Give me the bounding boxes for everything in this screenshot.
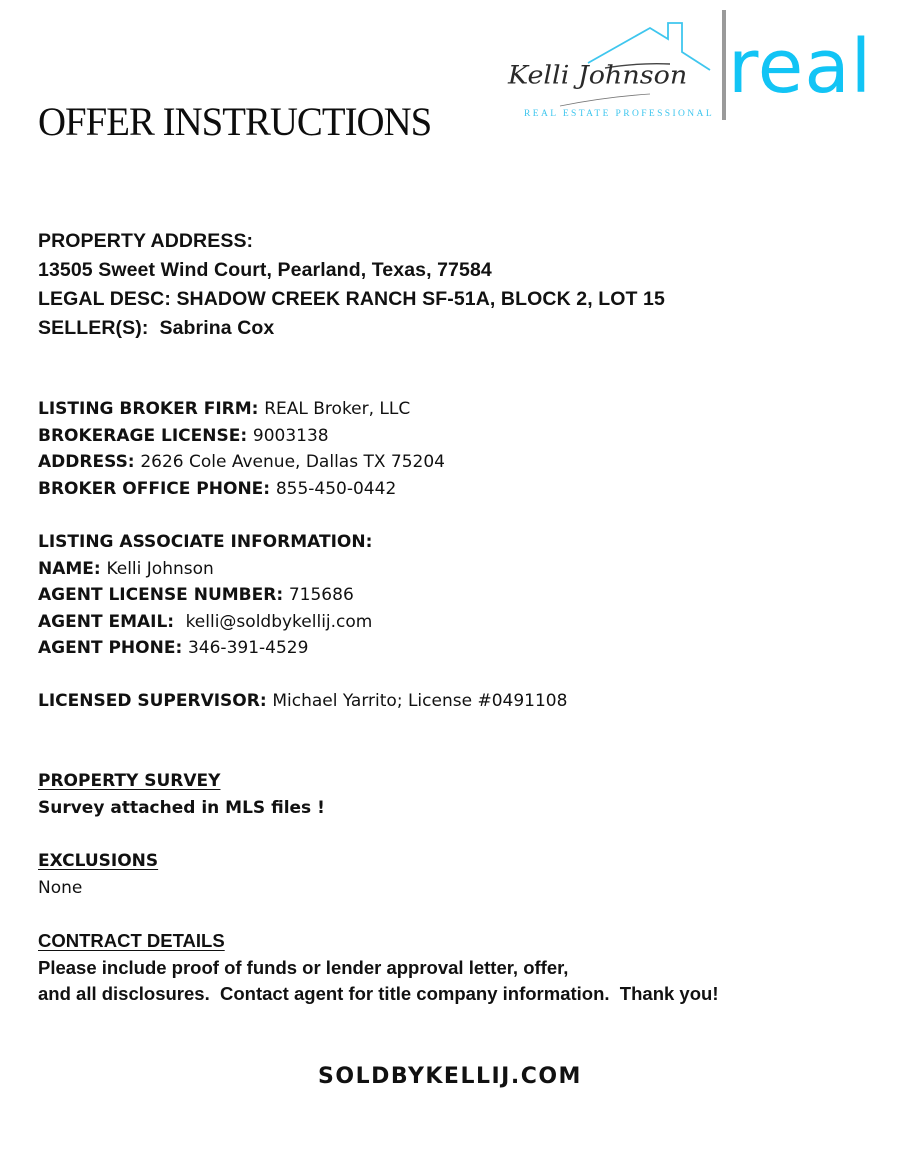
agent-phone-value: 346-391-4529 xyxy=(187,638,309,658)
broker-address-value: 2626 Cole Avenue, Dallas TX 75204 xyxy=(140,452,445,472)
agent-license-label: AGENT LICENSE NUMBER: xyxy=(38,585,284,605)
contract-line: Please include proof of funds or lender approval letter, offer, xyxy=(38,956,569,978)
agent-license xyxy=(38,582,372,609)
legal-label: LEGAL DESC: xyxy=(38,288,171,310)
survey-heading: PROPERTY SURVEY xyxy=(38,771,221,791)
agent-name-label: NAME: xyxy=(38,558,101,579)
property-address: 13505 Sweet Wind Court, Pearland, Texas, 77584 xyxy=(38,259,492,281)
contract-line: and all disclosures. Contact agent for title company information. Thank you! xyxy=(38,983,719,1004)
broker-phone xyxy=(38,476,445,503)
website-url[interactable]: SOLDBYKELLIJ.COM xyxy=(318,1064,582,1089)
supervisor-section xyxy=(38,688,567,715)
survey-text: Survey attached in MLS files ! xyxy=(38,797,325,818)
associate-section xyxy=(38,529,372,662)
agent-email-label: AGENT EMAIL: xyxy=(38,611,175,632)
seller xyxy=(38,314,665,343)
broker-phone-value: 855-450-0442 xyxy=(275,478,397,499)
agent-email-value[interactable]: kelli@soldbykellij.com xyxy=(185,611,373,632)
survey-section xyxy=(38,768,325,821)
logo-name: Kelli Johnson xyxy=(508,60,688,91)
seller-value: Sabrina Cox xyxy=(159,317,275,339)
brand-logo xyxy=(500,8,890,123)
brokerage-license-value: 9003138 xyxy=(252,425,329,446)
agent-phone xyxy=(38,635,372,662)
property-section xyxy=(38,227,665,343)
property-heading: PROPERTY ADDRESS: xyxy=(38,230,254,252)
broker-firm-value: REAL Broker, LLC xyxy=(264,399,411,419)
agent-name-value: Kelli Johnson xyxy=(106,558,214,579)
seller-label: SELLER(S): xyxy=(38,317,149,339)
legal-description xyxy=(38,285,665,314)
exclusions-text: None xyxy=(38,877,83,898)
exclusions-heading: EXCLUSIONS xyxy=(38,851,159,871)
brokerage-license xyxy=(38,423,445,450)
logo-tagline: REAL ESTATE PROFESSIONAL xyxy=(524,109,715,119)
legal-value: SHADOW CREEK RANCH SF-51A, BLOCK 2, LOT 15 xyxy=(176,288,665,310)
broker-firm xyxy=(38,396,445,423)
broker-address-label: ADDRESS: xyxy=(38,452,135,472)
associate-heading: LISTING ASSOCIATE INFORMATION: xyxy=(38,532,373,552)
agent-email xyxy=(38,609,372,636)
supervisor-label: LICENSED SUPERVISOR: xyxy=(38,691,267,711)
supervisor-value: Michael Yarrito; License #0491108 xyxy=(272,691,568,711)
broker-phone-label: BROKER OFFICE PHONE: xyxy=(38,478,271,499)
contract-heading: CONTRACT DETAILS xyxy=(38,930,225,951)
real-brand-wordmark: real xyxy=(728,24,873,110)
logo-divider xyxy=(722,10,726,120)
page-title: OFFER INSTRUCTIONS xyxy=(38,99,432,144)
broker-firm-label: LISTING BROKER FIRM: xyxy=(38,399,259,419)
agent-license-value: 715686 xyxy=(288,585,354,605)
exclusions-section xyxy=(38,848,158,901)
broker-address xyxy=(38,449,445,476)
agent-name xyxy=(38,556,372,583)
broker-section xyxy=(38,396,445,502)
agent-phone-label: AGENT PHONE: xyxy=(38,638,183,658)
licensed-supervisor xyxy=(38,688,567,715)
contract-section xyxy=(38,928,718,1008)
brokerage-license-label: BROKERAGE LICENSE: xyxy=(38,425,248,446)
